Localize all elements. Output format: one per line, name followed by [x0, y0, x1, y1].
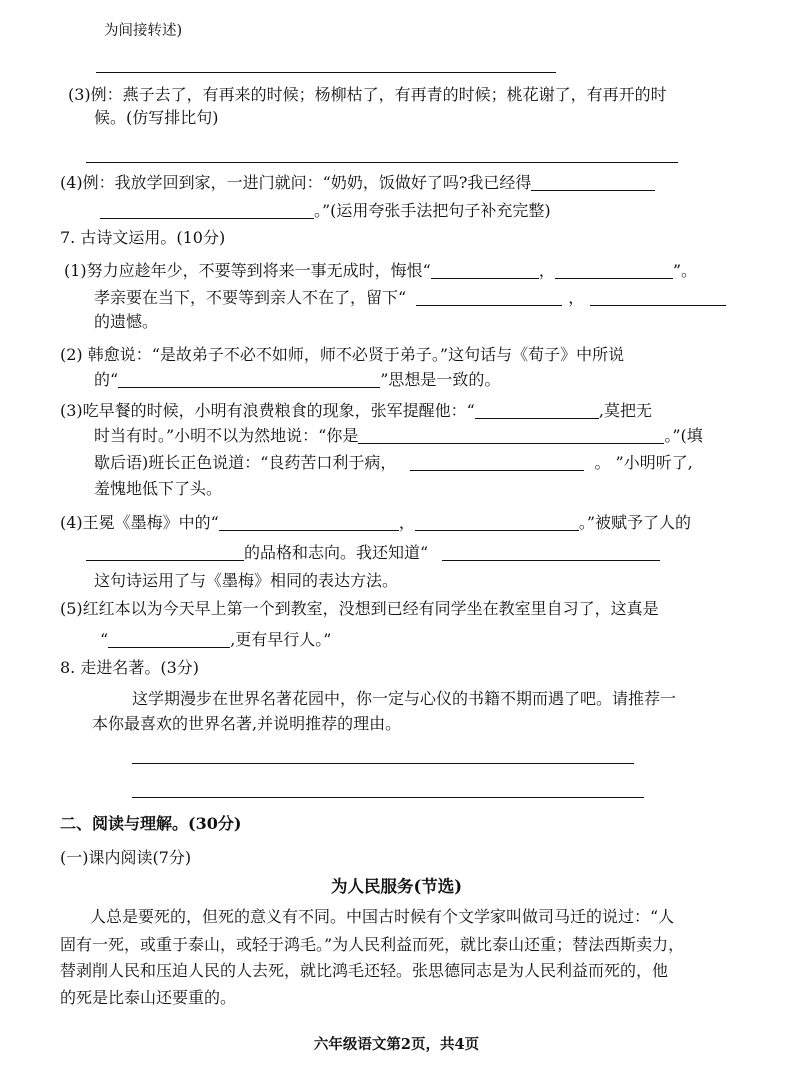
q6-item4-instruction: 。”(运用夸张手法把句子补充完整)	[314, 201, 551, 220]
answer-blank[interactable]	[86, 544, 244, 561]
answer-blank[interactable]	[108, 631, 230, 648]
answer-blank[interactable]	[358, 427, 664, 444]
q7-item3-text-c-end: 。 ”小明听了,	[594, 453, 693, 472]
page-footer: 六年级语文第2页，共4页	[313, 1036, 480, 1053]
q7-item4-line3: 这句诗运用了与《墨梅》相同的表达方法。	[94, 571, 399, 590]
q7-item3-text-b-end: 。”(填	[664, 426, 703, 445]
section2-subheading: (一)课内阅读(7分)	[60, 848, 192, 867]
q7-item1-line3: 的遗憾。	[94, 312, 159, 331]
q7-item1-line2	[94, 287, 726, 309]
q7-item5-line1: (5)红红本以为今天早上第一个到教室，没想到已经有同学坐在教室里自习了，这真是	[60, 599, 659, 618]
q7-item5-line2	[100, 629, 331, 651]
q7-item3-text: (3)吃早餐的时候，小明有浪费粮食的现象，张军提醒他：“	[60, 401, 475, 420]
q7-item3-line3	[94, 452, 693, 474]
passage-line: 人总是要死的，但死的意义有不同。中国古时候有个文学家叫做司马迁的说过：“人	[90, 907, 675, 926]
answer-blank[interactable]	[410, 454, 584, 471]
q7-item3-text-c: 歇后语)班长正色说道：“良药苦口利于病，	[94, 453, 397, 472]
passage-title: 为人民服务(节选)	[330, 877, 463, 896]
q7-item4-line2	[86, 542, 660, 564]
answer-line[interactable]	[96, 72, 556, 73]
q8-line2: 本你最喜欢的世界名著,并说明推荐的理由。	[92, 714, 402, 733]
q7-item3-line4: 羞愧地低下了头。	[94, 479, 223, 498]
q8-line1: 这学期漫步在世界名著花园中，你一定与心仪的书籍不期而遇了吧。请推荐一	[132, 689, 677, 708]
q7-item4-text: (4)王冕《墨梅》中的“	[60, 513, 219, 532]
punct: ，	[398, 513, 415, 532]
q7-item3-line1	[60, 400, 652, 422]
punct: ”。	[672, 261, 698, 280]
answer-blank[interactable]	[442, 544, 660, 561]
passage-line: 的死是比泰山还要重的。	[60, 988, 237, 1007]
q7-item3-text-b: 时当有时。”小明不以为然地说：“你是	[94, 426, 359, 445]
section2-heading: 二、阅读与理解。(30分)	[60, 814, 242, 833]
q6-item3-line1: (3)例：燕子去了，有再来的时候；杨柳枯了，有再青的时候；桃花谢了，有再开的时	[68, 85, 667, 104]
q7-item2-line2	[94, 369, 500, 391]
q7-item3-text-end: ,莫把无	[598, 401, 652, 420]
answer-blank[interactable]	[590, 289, 726, 306]
q7-item1-text: (1)努力应趁年少，不要等到将来一事无成时，悔恨“	[64, 261, 431, 280]
answer-line[interactable]	[132, 763, 634, 764]
answer-blank[interactable]	[118, 371, 380, 388]
q7-heading: 7. 古诗文运用。(10分)	[60, 228, 226, 247]
q7-item5-text-end: ,更有早行人。”	[230, 630, 332, 649]
punct: 的“	[94, 370, 119, 389]
q6-item4-line1	[60, 172, 655, 194]
q7-item3-line2	[94, 425, 703, 447]
answer-blank[interactable]	[100, 202, 314, 219]
q6-item3-line2: 候。(仿写排比句)	[94, 108, 219, 127]
q6-item4-line2	[100, 200, 551, 222]
answer-blank[interactable]	[475, 402, 599, 419]
q6-item4-text: (4)例：我放学回到家，一进门就问：“奶奶，饭做好了吗?我已经得	[60, 173, 532, 192]
q7-item2-line1: (2) 韩愈说：“是故弟子不必不如师，师不必贤于弟子。”这句话与《荀子》中所说	[60, 345, 625, 364]
passage-line: 固有一死，或重于泰山，或轻于鸿毛。”为人民利益而死，就比泰山还重；替法西斯卖力，	[60, 935, 685, 954]
answer-blank[interactable]	[415, 514, 579, 531]
answer-blank[interactable]	[219, 514, 399, 531]
q6-continued-text: 为间接转述)	[104, 23, 183, 39]
answer-blank[interactable]	[416, 289, 562, 306]
passage-line: 替剥削人民和压迫人民的人去死，就比鸿毛还轻。张思德同志是为人民利益而死的，他	[60, 961, 669, 980]
q8-heading: 8. 走进名著。(3分)	[60, 658, 200, 677]
q7-item4-line1	[60, 512, 691, 534]
answer-line[interactable]	[132, 797, 644, 798]
punct: “	[100, 630, 109, 649]
q7-item2-text-end: ”思想是一致的。	[380, 370, 501, 389]
punct: ，	[538, 261, 555, 280]
q7-item1-text-b: 孝亲要在当下，不要等到亲人不在了，留下“	[94, 288, 407, 307]
q7-item4-text-end: 。”被赋予了人的	[578, 513, 692, 532]
q7-item1-line1	[64, 260, 697, 282]
answer-line[interactable]	[86, 162, 678, 163]
answer-blank[interactable]	[531, 174, 655, 191]
punct: ，	[568, 288, 585, 307]
answer-blank[interactable]	[431, 262, 539, 279]
q7-item4-text-b: 的品格和志向。我还知道“	[244, 543, 429, 562]
answer-blank[interactable]	[555, 262, 673, 279]
